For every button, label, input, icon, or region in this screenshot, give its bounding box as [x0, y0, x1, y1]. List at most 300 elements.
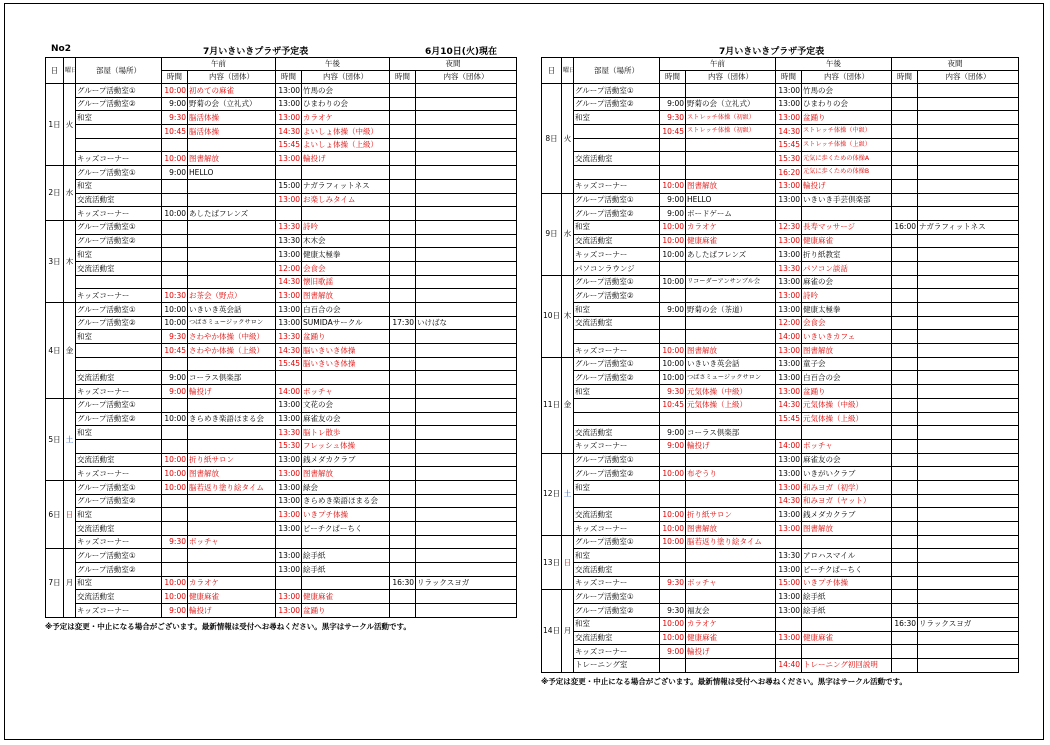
- afternoon-content-cell: 麻雀の会: [802, 275, 892, 289]
- evening-content-cell: [416, 344, 517, 358]
- afternoon-time-cell: 14:30: [276, 125, 302, 139]
- document-page: [4, 3, 1044, 740]
- location-cell: 交流活動室: [574, 631, 660, 645]
- evening-time-cell: [390, 426, 416, 440]
- afternoon-time-cell: 15:45: [776, 138, 802, 152]
- morning-content-cell: [686, 549, 776, 563]
- afternoon-time-cell: 13:00: [276, 467, 302, 481]
- morning-content-cell: 脳若返り塗り絵タイム: [188, 480, 276, 494]
- left-title: 7月いきいきプラザ予定表: [203, 47, 309, 57]
- evening-content-cell: [416, 152, 517, 166]
- table-row: [542, 316, 1019, 330]
- evening-content-cell: [918, 289, 1019, 303]
- morning-content-cell: [188, 508, 276, 522]
- morning-content-cell: ボードゲーム: [686, 207, 776, 221]
- afternoon-time-cell: 14:00: [776, 330, 802, 344]
- morning-content-cell: 輪投げ: [188, 385, 276, 399]
- schedule-table-right: [541, 57, 1019, 673]
- table-row: [542, 467, 1019, 481]
- table-row: [542, 193, 1019, 207]
- afternoon-time-cell: 15:30: [776, 152, 802, 166]
- weekday-cell: 木: [562, 275, 574, 357]
- location-cell: [574, 166, 660, 180]
- table-row: [542, 261, 1019, 275]
- evening-content-cell: [416, 563, 517, 577]
- table-row: [542, 166, 1019, 180]
- evening-time-cell: [892, 549, 918, 563]
- afternoon-content-cell: 和みヨガ（ヤット）: [802, 494, 892, 508]
- location-cell: グループ活動室①: [574, 275, 660, 289]
- afternoon-time-cell: 13:00: [776, 385, 802, 399]
- header-morning: 午前: [660, 58, 776, 71]
- afternoon-content-cell: [302, 207, 390, 221]
- evening-time-cell: [390, 385, 416, 399]
- morning-time-cell: [660, 549, 686, 563]
- morning-content-cell: 野菊の会（立礼式）: [188, 97, 276, 111]
- evening-time-cell: [390, 303, 416, 317]
- table-row: [46, 439, 517, 453]
- morning-content-cell: 折り紙サロン: [686, 508, 776, 522]
- location-cell: 和室: [574, 549, 660, 563]
- evening-time-cell: [390, 220, 416, 234]
- afternoon-time-cell: 13:00: [776, 275, 802, 289]
- evening-time-cell: [390, 494, 416, 508]
- evening-time-cell: [390, 453, 416, 467]
- morning-content-cell: [686, 658, 776, 672]
- weekday-cell: 金: [64, 303, 76, 399]
- evening-content-cell: [416, 604, 517, 618]
- afternoon-content-cell: 麻雀友の会: [802, 453, 892, 467]
- evening-content-cell: [918, 344, 1019, 358]
- evening-content-cell: [416, 371, 517, 385]
- table-row: [542, 84, 1019, 98]
- evening-time-cell: [892, 467, 918, 481]
- evening-time-cell: [892, 508, 918, 522]
- evening-content-cell: [416, 84, 517, 98]
- morning-time-cell: 10:00: [162, 207, 188, 221]
- evening-time-cell: [390, 412, 416, 426]
- evening-content-cell: [918, 590, 1019, 604]
- evening-content-cell: [416, 522, 517, 536]
- evening-content-cell: [416, 385, 517, 399]
- afternoon-time-cell: [776, 645, 802, 659]
- afternoon-time-cell: 13:00: [776, 467, 802, 481]
- morning-content-cell: つばさミュージックサロン: [686, 371, 776, 385]
- evening-content-cell: [416, 426, 517, 440]
- header-evening: 夜間: [892, 58, 1019, 71]
- table-row: [542, 453, 1019, 467]
- location-cell: キッズコーナー: [76, 207, 162, 221]
- afternoon-time-cell: 13:00: [776, 97, 802, 111]
- morning-time-cell: 10:00: [162, 152, 188, 166]
- afternoon-time-cell: 13:00: [276, 111, 302, 125]
- morning-content-cell: [188, 179, 276, 193]
- evening-content-cell: [416, 453, 517, 467]
- evening-content-cell: [918, 480, 1019, 494]
- afternoon-content-cell: 懐旧歌謡: [302, 275, 390, 289]
- morning-time-cell: [660, 316, 686, 330]
- morning-time-cell: 9:00: [660, 193, 686, 207]
- table-row: [46, 385, 517, 399]
- evening-content-cell: [918, 563, 1019, 577]
- afternoon-content-cell: いきプチ体操: [802, 576, 892, 590]
- afternoon-time-cell: 13:00: [276, 508, 302, 522]
- evening-time-cell: [892, 344, 918, 358]
- evening-time-cell: [390, 398, 416, 412]
- table-row: [46, 371, 517, 385]
- afternoon-content-cell: [302, 371, 390, 385]
- table-row: [542, 275, 1019, 289]
- evening-content-cell: [918, 316, 1019, 330]
- afternoon-time-cell: 13:00: [276, 494, 302, 508]
- afternoon-content-cell: 木木会: [302, 234, 390, 248]
- morning-time-cell: 10:45: [162, 125, 188, 139]
- afternoon-time-cell: [276, 576, 302, 590]
- evening-content-cell: [918, 84, 1019, 98]
- afternoon-content-cell: ボッチャ: [302, 385, 390, 399]
- afternoon-content-cell: 詩吟: [802, 289, 892, 303]
- table-row: [46, 84, 517, 98]
- morning-content-cell: [686, 152, 776, 166]
- morning-content-cell: いきいき英会話: [188, 303, 276, 317]
- afternoon-time-cell: 13:00: [776, 111, 802, 125]
- afternoon-content-cell: 健康麻雀: [802, 631, 892, 645]
- morning-time-cell: 10:45: [660, 398, 686, 412]
- table-row: [46, 275, 517, 289]
- location-cell: グループ活動室①: [76, 166, 162, 180]
- evening-time-cell: [892, 576, 918, 590]
- evening-content-cell: [416, 467, 517, 481]
- afternoon-time-cell: 13:00: [276, 97, 302, 111]
- morning-time-cell: 10:00: [660, 535, 686, 549]
- morning-content-cell: 野菊の会（茶道）: [686, 303, 776, 317]
- afternoon-content-cell: 图書解放: [302, 289, 390, 303]
- header-afternoon: 午後: [276, 58, 390, 71]
- evening-time-cell: [892, 289, 918, 303]
- afternoon-time-cell: 13:00: [776, 604, 802, 618]
- evening-content-cell: [416, 439, 517, 453]
- evening-time-cell: [390, 125, 416, 139]
- afternoon-content-cell: ひまわりの会: [302, 97, 390, 111]
- table-row: [46, 289, 517, 303]
- morning-content-cell: ボッチャ: [686, 576, 776, 590]
- morning-content-cell: 健康麻雀: [188, 590, 276, 604]
- afternoon-time-cell: 15:45: [276, 138, 302, 152]
- morning-time-cell: 9:00: [162, 371, 188, 385]
- day-cell: 7日: [46, 549, 64, 617]
- day-cell: 11日: [542, 357, 562, 453]
- evening-time-cell: 16:30: [390, 576, 416, 590]
- day-cell: 3日: [46, 220, 64, 302]
- location-cell: 和室: [76, 330, 162, 344]
- header-morning: 午前: [162, 58, 276, 71]
- afternoon-content-cell: 盆踊り: [302, 330, 390, 344]
- weekday-cell: 木: [64, 220, 76, 302]
- header-afternoon-time: 時間: [776, 71, 802, 84]
- morning-time-cell: [162, 248, 188, 262]
- afternoon-time-cell: 14:30: [276, 275, 302, 289]
- evening-content-cell: [918, 631, 1019, 645]
- table-row: [46, 207, 517, 221]
- evening-content-cell: [918, 658, 1019, 672]
- table-row: [542, 480, 1019, 494]
- table-row: [542, 220, 1019, 234]
- header-afternoon-content: 内容（団体）: [302, 71, 390, 84]
- afternoon-content-cell: いきいきカフェ: [802, 330, 892, 344]
- afternoon-content-cell: 脳いきいき体操: [302, 344, 390, 358]
- table-row: [46, 220, 517, 234]
- evening-time-cell: 16:30: [892, 617, 918, 631]
- morning-content-cell: 图書解放: [188, 467, 276, 481]
- morning-content-cell: 图書解放: [686, 344, 776, 358]
- table-row: [46, 234, 517, 248]
- evening-content-cell: [918, 207, 1019, 221]
- header-evening: 夜間: [390, 58, 517, 71]
- afternoon-time-cell: 13:00: [276, 453, 302, 467]
- afternoon-time-cell: 13:00: [276, 248, 302, 262]
- morning-content-cell: [188, 398, 276, 412]
- afternoon-content-cell: 竹馬の会: [302, 84, 390, 98]
- morning-time-cell: [162, 494, 188, 508]
- morning-content-cell: [686, 316, 776, 330]
- evening-content-cell: [918, 604, 1019, 618]
- afternoon-content-cell: 元気体操（上級）: [802, 412, 892, 426]
- morning-content-cell: [188, 193, 276, 207]
- morning-time-cell: [162, 522, 188, 536]
- header-location: 部屋（場所）: [76, 58, 162, 84]
- evening-time-cell: [390, 590, 416, 604]
- weekday-cell: 火: [562, 84, 574, 194]
- table-row: [542, 549, 1019, 563]
- afternoon-time-cell: 13:30: [276, 426, 302, 440]
- afternoon-time-cell: [776, 426, 802, 440]
- morning-time-cell: 10:00: [162, 303, 188, 317]
- afternoon-time-cell: 13:00: [776, 480, 802, 494]
- afternoon-time-cell: 13:00: [776, 179, 802, 193]
- evening-content-cell: [416, 138, 517, 152]
- afternoon-time-cell: 13:00: [276, 289, 302, 303]
- evening-content-cell: [918, 467, 1019, 481]
- header-afternoon-time: 時間: [276, 71, 302, 84]
- afternoon-time-cell: [776, 207, 802, 221]
- afternoon-content-cell: 脳いきいき体操: [302, 357, 390, 371]
- location-cell: グループ活動室①: [76, 549, 162, 563]
- afternoon-content-cell: [302, 166, 390, 180]
- morning-content-cell: HELLO: [686, 193, 776, 207]
- table-row: [542, 645, 1019, 659]
- evening-content-cell: [416, 494, 517, 508]
- location-cell: 和室: [574, 220, 660, 234]
- afternoon-time-cell: 15:00: [776, 576, 802, 590]
- afternoon-time-cell: 16:20: [776, 166, 802, 180]
- weekday-cell: 水: [64, 166, 76, 221]
- afternoon-content-cell: よいしょ体操（中級）: [302, 125, 390, 139]
- evening-time-cell: [892, 522, 918, 536]
- morning-time-cell: [660, 480, 686, 494]
- afternoon-time-cell: 14:00: [776, 439, 802, 453]
- afternoon-time-cell: 14:30: [776, 398, 802, 412]
- evening-content-cell: [416, 111, 517, 125]
- header-dow: 曜日: [64, 58, 76, 84]
- location-cell: 交流活動室: [76, 193, 162, 207]
- table-row: [46, 125, 517, 139]
- morning-time-cell: [162, 426, 188, 440]
- evening-time-cell: [390, 330, 416, 344]
- location-cell: 交流活動室: [76, 371, 162, 385]
- evening-content-cell: [918, 166, 1019, 180]
- table-row: [542, 125, 1019, 139]
- right-footnote: ※予定は変更・中止になる場合がございます。最新情報は受付へお尋ねください。黒字はサークル活動です。: [541, 676, 907, 686]
- day-cell: 6日: [46, 480, 64, 548]
- afternoon-time-cell: 13:00: [776, 84, 802, 98]
- morning-content-cell: [188, 439, 276, 453]
- day-cell: 14日: [542, 590, 562, 672]
- evening-time-cell: [390, 522, 416, 536]
- evening-time-cell: [892, 426, 918, 440]
- day-cell: 1日: [46, 84, 64, 166]
- morning-time-cell: [660, 453, 686, 467]
- evening-content-cell: [918, 494, 1019, 508]
- morning-time-cell: 10:00: [660, 179, 686, 193]
- location-cell: キッズコーナー: [76, 385, 162, 399]
- location-cell: [76, 138, 162, 152]
- afternoon-content-cell: 緑会: [302, 480, 390, 494]
- afternoon-time-cell: 13:00: [276, 480, 302, 494]
- evening-content-cell: [918, 303, 1019, 317]
- evening-content-cell: [416, 261, 517, 275]
- evening-time-cell: [892, 385, 918, 399]
- table-row: [542, 658, 1019, 672]
- afternoon-content-cell: 会食会: [802, 316, 892, 330]
- morning-content-cell: 健康麻雀: [686, 631, 776, 645]
- afternoon-time-cell: 13:00: [776, 590, 802, 604]
- morning-time-cell: [660, 563, 686, 577]
- afternoon-content-cell: フレッシュ体操: [302, 439, 390, 453]
- morning-time-cell: 10:30: [162, 289, 188, 303]
- day-cell: 2日: [46, 166, 64, 221]
- afternoon-content-cell: ボッチャ: [802, 439, 892, 453]
- morning-content-cell: [188, 234, 276, 248]
- evening-time-cell: [892, 357, 918, 371]
- evening-content-cell: [416, 412, 517, 426]
- afternoon-content-cell: 盆踊り: [802, 111, 892, 125]
- evening-time-cell: [892, 207, 918, 221]
- evening-content-cell: [416, 480, 517, 494]
- location-cell: キッズコーナー: [574, 179, 660, 193]
- table-row: [46, 426, 517, 440]
- location-cell: グループ活動室①: [574, 84, 660, 98]
- header-day: 日: [542, 58, 562, 84]
- morning-content-cell: [188, 494, 276, 508]
- evening-time-cell: [390, 166, 416, 180]
- evening-time-cell: [390, 275, 416, 289]
- location-cell: キッズコーナー: [574, 248, 660, 262]
- morning-time-cell: [162, 220, 188, 234]
- afternoon-time-cell: 13:30: [276, 220, 302, 234]
- evening-time-cell: [390, 84, 416, 98]
- afternoon-time-cell: 13:30: [776, 549, 802, 563]
- location-cell: グループ活動室①: [76, 303, 162, 317]
- morning-content-cell: 脳若返り塗り絵タイム: [686, 535, 776, 549]
- table-row: [542, 303, 1019, 317]
- location-cell: グループ活動室①: [76, 398, 162, 412]
- evening-time-cell: [892, 494, 918, 508]
- afternoon-content-cell: 銭メダカクラブ: [302, 453, 390, 467]
- evening-content-cell: [918, 179, 1019, 193]
- morning-time-cell: 9:00: [162, 604, 188, 618]
- location-cell: キッズコーナー: [76, 604, 162, 618]
- schedule-table-left: [45, 57, 517, 618]
- morning-time-cell: 10:00: [162, 84, 188, 98]
- afternoon-content-cell: 絵手紙: [802, 590, 892, 604]
- location-cell: [574, 398, 660, 412]
- table-row: [542, 248, 1019, 262]
- afternoon-time-cell: 13:00: [776, 248, 802, 262]
- morning-time-cell: [162, 234, 188, 248]
- evening-content-cell: [416, 330, 517, 344]
- location-cell: グループ活動室①: [574, 535, 660, 549]
- table-row: [46, 494, 517, 508]
- morning-time-cell: 10:00: [660, 220, 686, 234]
- evening-time-cell: [390, 563, 416, 577]
- evening-time-cell: [390, 604, 416, 618]
- afternoon-content-cell: 白百合の会: [302, 303, 390, 317]
- evening-content-cell: [918, 97, 1019, 111]
- evening-time-cell: [390, 549, 416, 563]
- morning-content-cell: ストレッチ体操（初級）: [686, 111, 776, 125]
- morning-content-cell: 輪投げ: [188, 604, 276, 618]
- location-cell: キッズコーナー: [76, 535, 162, 549]
- afternoon-time-cell: 12:00: [776, 316, 802, 330]
- afternoon-content-cell: ナガラフィットネス: [302, 179, 390, 193]
- weekday-cell: 土: [64, 398, 76, 480]
- afternoon-content-cell: ピーチクぱーちく: [802, 563, 892, 577]
- header-morning-content: 内容（団体）: [188, 71, 276, 84]
- evening-content-cell: [918, 385, 1019, 399]
- location-cell: グループ活動室②: [574, 371, 660, 385]
- morning-time-cell: [660, 494, 686, 508]
- evening-content-cell: [416, 207, 517, 221]
- table-row: [46, 193, 517, 207]
- table-row: [542, 590, 1019, 604]
- header-dow: 曜日: [562, 58, 574, 84]
- afternoon-time-cell: 13:00: [776, 522, 802, 536]
- afternoon-content-cell: [802, 645, 892, 659]
- location-cell: [76, 439, 162, 453]
- afternoon-time-cell: 14:40: [776, 658, 802, 672]
- evening-time-cell: [892, 604, 918, 618]
- table-row: [542, 97, 1019, 111]
- afternoon-time-cell: 13:30: [776, 261, 802, 275]
- morning-time-cell: 9:30: [162, 535, 188, 549]
- morning-content-cell: [188, 549, 276, 563]
- weekday-cell: 火: [64, 84, 76, 166]
- morning-time-cell: [660, 261, 686, 275]
- evening-time-cell: 16:00: [892, 220, 918, 234]
- location-cell: グループ活動室②: [574, 97, 660, 111]
- afternoon-content-cell: 竹馬の会: [802, 84, 892, 98]
- afternoon-content-cell: 健康太極拳: [802, 303, 892, 317]
- table-row: [542, 494, 1019, 508]
- table-row: [46, 166, 517, 180]
- afternoon-time-cell: 13:00: [276, 316, 302, 330]
- weekday-cell: 月: [562, 590, 574, 672]
- afternoon-content-cell: SUMIDAサークル: [302, 316, 390, 330]
- afternoon-time-cell: 13:00: [276, 604, 302, 618]
- morning-content-cell: [686, 166, 776, 180]
- morning-content-cell: [686, 330, 776, 344]
- evening-time-cell: [892, 166, 918, 180]
